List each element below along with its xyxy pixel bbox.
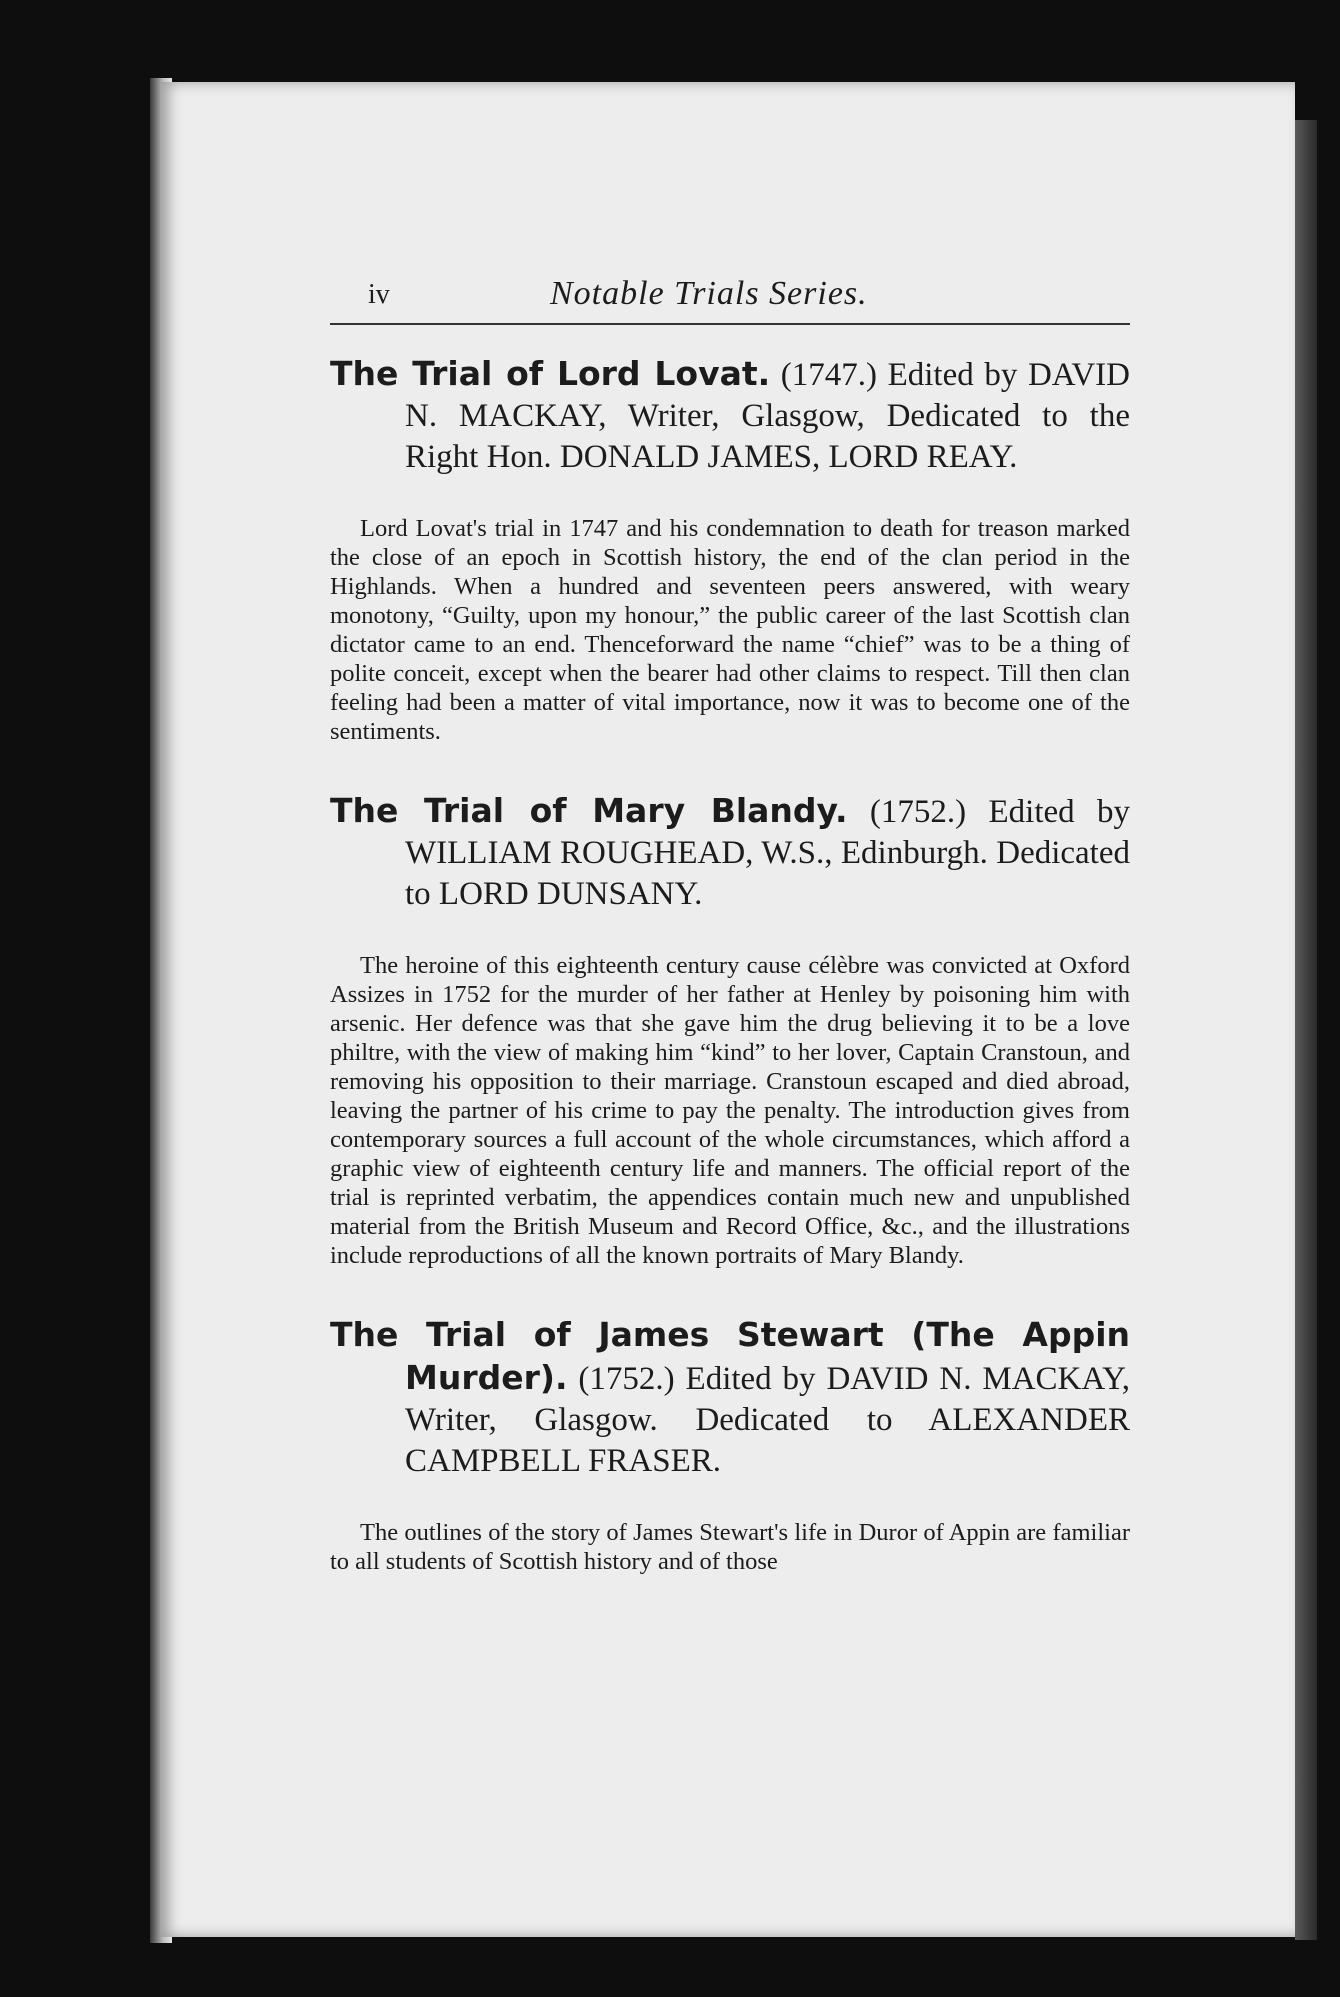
entry-heading [330,790,1130,915]
entry-date: (1752.) [869,794,967,830]
entry-heading [330,353,1130,478]
entry-title: The Trial of Mary Blandy. [330,791,848,830]
entry-lovat [330,353,1130,746]
entry-date: (1752.) [578,1361,675,1397]
entry-editor: Edited by DAVID N. MACKAY, Writer, Glasgow. Dedicated to ALEXANDER CAMPBELL FRASER. [405,1361,1131,1479]
entry-description: The outlines of the story of James Stewart's life in Duror of Appin are familiar to all students of Scottish history and of those [330,1519,1130,1575]
entry-date: (1747.) [780,357,878,393]
entry-description: The heroine of this eighteenth century cause célèbre was convicted at Oxford Assizes in 1752 for the murder of her father at Henley by poisoning him with arsenic. Her defence was that she gave him the drug believing it to be a love philtre, with the view of making him “kind” to her lover, Captain Cranstoun, and removing his opposition to their marriage. Cranstoun escaped and died abroad, leaving the partner of his crime to pay the penalty. The introduction gives from contemporary sources a full account of the whole circumstances, which afford a graphic view of eighteenth century life and manners. The official report of the trial is reprinted verbatim, the appendices contain much new and unpublished material from the British Museum and Record Office, &c., and the illustrations include reproductions of all the known portraits of Mary Blandy. [330,952,1130,1269]
entry-heading [330,1314,1130,1482]
entry-title: The Trial of Lord Lovat. [330,354,771,393]
facing-page-edge [1295,120,1317,1940]
page-content [330,275,1130,1620]
entry-title: The Trial of James Stewart (The Appin Murder). [330,1315,1130,1397]
running-head [330,275,1130,325]
entry-editor: Edited by WILLIAM ROUGHEAD, W.S., Edinburgh. Dedicated to LORD DUNSANY. [405,794,1131,912]
entry-editor: Edited by DAVID N. MACKAY, Writer, Glasgow, Dedicated to the Right Hon. DONALD JAMES, LORD REAY. [405,357,1130,475]
page-number: iv [368,279,390,310]
entry-description: Lord Lovat's trial in 1747 and his condemnation to death for treason marked the close of an epoch in Scottish history, the end of the clan period in the Highlands. When a hundred and seventeen peers answered, with weary monotony, “Guilty, upon my honour,” the public career of the last Scottish clan dictator came to an end. Thenceforward the name “chief” was to be a thing of polite conceit, except when the bearer had other claims to respect. Till then clan feeling had been a matter of vital importance, now it was to become one of the sentiments. [330,515,1130,745]
series-title: Notable Trials Series. [550,275,868,312]
entry-stewart [330,1314,1130,1576]
entry-blandy [330,790,1130,1270]
